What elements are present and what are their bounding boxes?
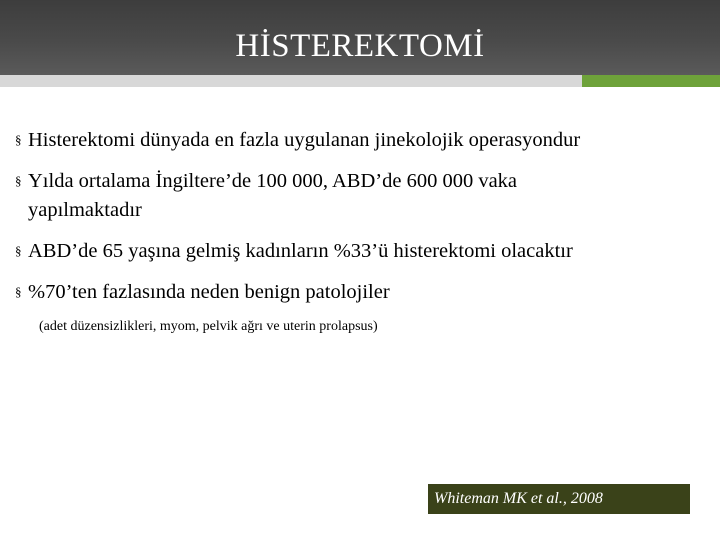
bullet-text-4: %70’ten fazlasında neden benign patolojiler — [28, 281, 390, 303]
bullet-text-2-continuation: yapılmaktadır — [28, 199, 142, 221]
bullet-marker: § — [15, 132, 22, 147]
bullet-marker: § — [15, 243, 22, 258]
bullet-text-2: Yılda ortalama İngiltere’de 100 000, ABD’de 600 000 vaka — [28, 170, 518, 192]
header-divider-gray — [0, 75, 582, 87]
bullet-text-1: Histerektomi dünyada en fazla uygulanan jinekolojik operasyondur — [28, 129, 581, 151]
slide-title: HİSTEREKTOMİ — [235, 28, 485, 64]
bullet-marker: § — [15, 173, 22, 188]
header-divider-green-accent — [582, 75, 720, 87]
bullet-item-2 — [15, 168, 517, 194]
bullet-item-1 — [15, 127, 580, 153]
title-bar — [0, 0, 720, 75]
bullet-marker: § — [15, 284, 22, 299]
bullet-item-4 — [15, 279, 390, 305]
bullet-item-3 — [15, 238, 573, 264]
bullet-text-3: ABD’de 65 yaşına gelmiş kadınların %33’ü histerektomi olacaktır — [28, 240, 573, 262]
bullet-note: (adet düzensizlikleri, myom, pelvik ağrı ve uterin prolapsus) — [39, 319, 378, 334]
citation-text: Whiteman MK et al., 2008 — [434, 490, 603, 507]
citation-box — [428, 484, 690, 514]
